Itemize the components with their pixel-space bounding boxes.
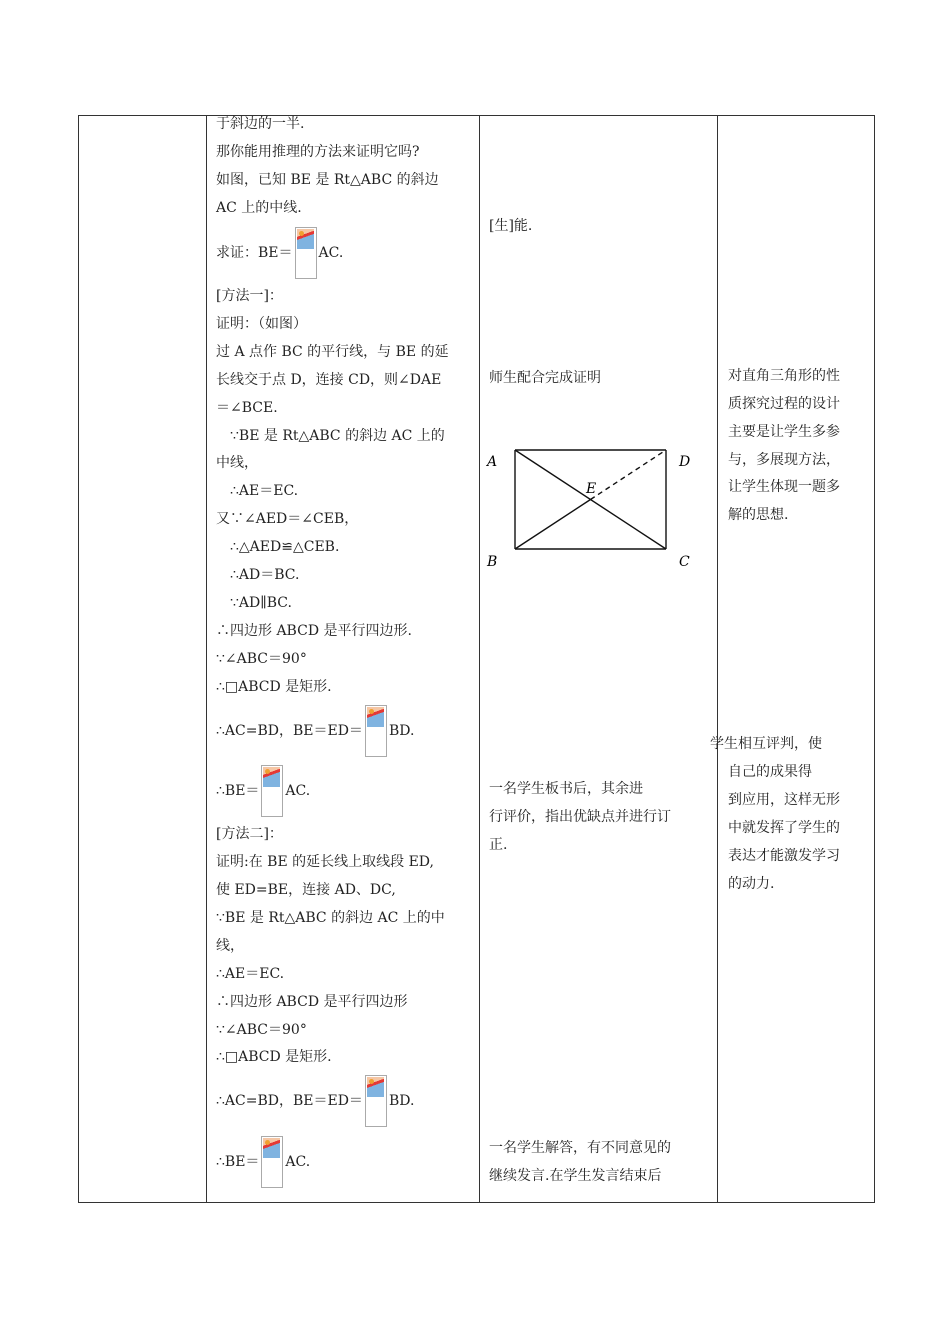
label-e: E xyxy=(586,481,597,497)
formula-line xyxy=(216,1075,414,1127)
text-segment: 求证：BE＝ xyxy=(216,245,293,261)
text-line: 对直角三角形的性 xyxy=(728,368,840,384)
text-line: AC 上的中线. xyxy=(216,200,302,216)
text-line: ∴△AED≌△CEB. xyxy=(230,539,340,555)
text-segment: AC. xyxy=(318,245,344,261)
text-line: 使 ED=BE，连接 AD、DC, xyxy=(216,882,396,898)
text-line: ∵∠ABC＝90° xyxy=(216,1022,307,1038)
text-line: 继续发言.在学生发言结束后 xyxy=(489,1168,662,1184)
column-divider xyxy=(717,115,718,1203)
text-line: 与，多展现方法， xyxy=(728,452,840,468)
text-line: ＝∠BCE. xyxy=(216,400,278,416)
text-line: 自己的成果得 xyxy=(728,764,812,780)
text-line: 的动力. xyxy=(728,876,775,892)
text-line: 一名学生板书后，其余进 xyxy=(489,781,643,797)
text-line: 解的思想. xyxy=(728,507,789,523)
text-segment: AC. xyxy=(285,783,311,799)
rectangle-diagram xyxy=(485,445,705,575)
text-line: 学生相互评判，使 xyxy=(710,736,822,752)
column-divider xyxy=(479,115,480,1203)
text-line: 质探究过程的设计 xyxy=(728,396,840,412)
fraction-image xyxy=(295,227,317,279)
text-line: [方法二]： xyxy=(216,826,283,842)
fraction-image xyxy=(365,705,387,757)
label-c: C xyxy=(679,554,690,570)
text-line: 主要是让学生多参 xyxy=(728,424,840,440)
to-prove-line xyxy=(216,227,343,279)
fraction-image xyxy=(261,1136,283,1188)
text-line: 正. xyxy=(489,837,508,853)
text-line: ∴AD＝BC. xyxy=(230,567,300,583)
text-line: 到应用，这样无形 xyxy=(728,792,840,808)
text-line: ∴AE＝EC. xyxy=(230,483,299,499)
text-line: ∴AE＝EC. xyxy=(216,966,285,982)
lesson-table xyxy=(78,115,875,1203)
text-line: 那你能用推理的方法来证明它吗? xyxy=(216,144,420,160)
formula-line xyxy=(216,705,414,757)
text-line: 线， xyxy=(216,938,244,954)
text-line: 于斜边的一半. xyxy=(216,116,305,132)
label-b: B xyxy=(487,554,498,570)
text-segment: ∴AC=BD，BE＝ED＝ xyxy=(216,723,363,739)
text-line: 如图，已知 BE 是 Rt△ABC 的斜边 xyxy=(216,172,439,188)
segment-be xyxy=(515,500,591,550)
text-line: 长线交于点 D，连接 CD，则∠DAE xyxy=(216,372,442,388)
text-segment: BD. xyxy=(388,1093,415,1109)
text-line: ∵BE 是 Rt△ABC 的斜边 AC 上的中 xyxy=(216,910,445,926)
text-line: ∴□ABCD 是矩形. xyxy=(216,1049,332,1065)
text-line: ∴□ABCD 是矩形. xyxy=(216,679,332,695)
text-line: 中就发挥了学生的 xyxy=(728,820,840,836)
text-line: 师生配合完成证明 xyxy=(489,370,601,386)
text-line: ∵∠ABC＝90° xyxy=(216,651,307,667)
text-line: [生]能. xyxy=(489,218,533,234)
formula-line xyxy=(216,1136,310,1188)
text-line: [方法一]： xyxy=(216,288,283,304)
text-segment: AC. xyxy=(285,1154,311,1170)
text-segment: ∴AC=BD，BE＝ED＝ xyxy=(216,1093,363,1109)
text-line: 一名学生解答，有不同意见的 xyxy=(489,1140,671,1156)
label-a: A xyxy=(487,454,498,470)
text-line: 表达才能激发学习 xyxy=(728,848,840,864)
text-line: 过 A 点作 BC 的平行线，与 BE 的延 xyxy=(216,344,449,360)
text-segment: ∴BE＝ xyxy=(216,783,260,799)
text-line: 中线， xyxy=(216,455,258,471)
fraction-image xyxy=(261,765,283,817)
text-line: 证明:在 BE 的延长线上取线段 ED, xyxy=(216,854,434,870)
text-segment: ∴BE＝ xyxy=(216,1154,260,1170)
text-line: 让学生体现一题多 xyxy=(728,479,840,495)
formula-line xyxy=(216,765,310,817)
text-line: ∵AD∥BC. xyxy=(230,595,292,611)
text-segment: BD. xyxy=(388,723,415,739)
text-line: 又∵∠AED＝∠CEB， xyxy=(216,511,359,527)
segment-ed-dashed xyxy=(591,450,667,500)
label-d: D xyxy=(679,454,691,470)
text-line: ∴四边形 ABCD 是平行四边形. xyxy=(216,623,412,639)
fraction-image xyxy=(365,1075,387,1127)
text-line: ∴四边形 ABCD 是平行四边形 xyxy=(216,994,408,1010)
column-divider xyxy=(206,115,207,1203)
text-line: 证明：（如图） xyxy=(216,316,307,332)
text-line: 行评价，指出优缺点并进行订 xyxy=(489,809,671,825)
text-line: ∵BE 是 Rt△ABC 的斜边 AC 上的 xyxy=(230,428,445,444)
